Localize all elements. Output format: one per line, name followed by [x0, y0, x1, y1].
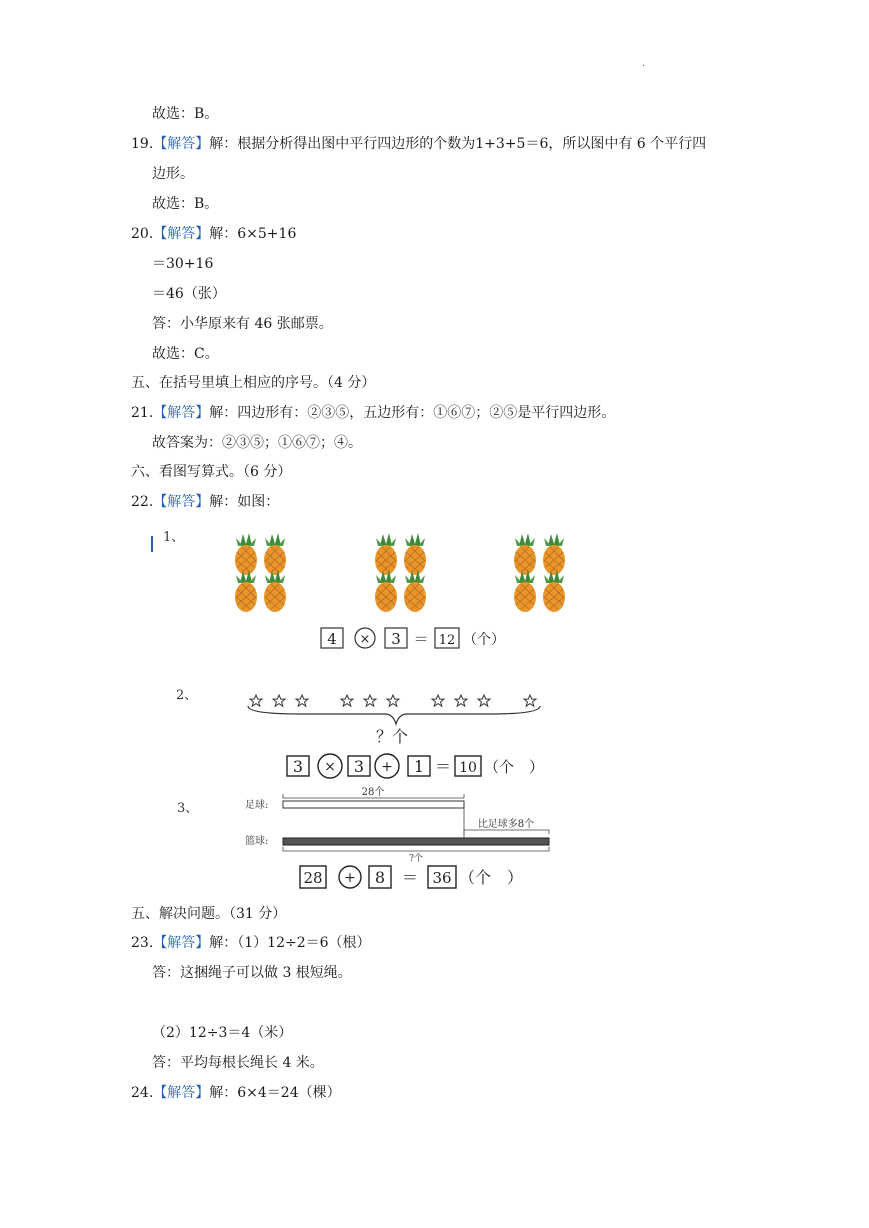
star-icon	[387, 695, 399, 706]
text-line: 答：平均每根长绳长 4 米。	[152, 1055, 324, 1071]
answer-tag: 【解答】	[153, 226, 210, 242]
pineapple-icon	[404, 570, 426, 612]
text-line: ＝30+16	[152, 256, 214, 272]
question-number: 21.	[131, 405, 154, 421]
pineapple-icon	[514, 570, 536, 612]
answer-tag: 【解答】	[153, 1085, 210, 1101]
pineapple-icon	[264, 570, 286, 612]
row2-label: 篮球:	[245, 836, 269, 847]
eq1-unit: （个）	[463, 632, 505, 648]
text-line: 边形。	[152, 166, 194, 182]
eq3-a: 28	[303, 869, 323, 887]
answer-20	[131, 224, 296, 244]
answer-figure	[0, 520, 869, 900]
text-line: 故选：B。	[152, 196, 219, 212]
eq1-a: 4	[327, 630, 337, 648]
pineapple-icon	[404, 533, 426, 575]
answer-tag: 【解答】	[153, 136, 210, 152]
text-line: 故选：C。	[152, 346, 219, 362]
eq3-result: 36	[432, 869, 452, 887]
answer-24	[131, 1083, 341, 1103]
eq1-result: 12	[438, 633, 456, 648]
page-marker: .	[642, 58, 646, 69]
eq3-equals: ＝	[401, 868, 419, 887]
text-line: 答：小华原来有 46 张邮票。	[152, 316, 333, 332]
bottom-bracket	[283, 847, 549, 851]
star-icon	[524, 695, 536, 706]
star-row	[250, 695, 536, 706]
star-icon	[273, 695, 285, 706]
equation-1	[321, 628, 505, 648]
star-icon	[478, 695, 490, 706]
figure-1-label: 1、	[163, 530, 185, 545]
pineapple-icon	[543, 533, 565, 575]
row1-label: 足球:	[245, 800, 269, 811]
pineapple-icon	[375, 533, 397, 575]
diff-bracket	[464, 830, 549, 834]
question-number: 20.	[131, 226, 154, 242]
star-icon	[341, 695, 353, 706]
text-line: 答：这捆绳子可以做 3 根短绳。	[152, 965, 352, 981]
answer-text: 解：6×5+16	[209, 226, 297, 242]
section-heading: 六、看图写算式。（6 分）	[131, 464, 292, 480]
eq3-op: +	[344, 870, 356, 886]
pineapple-icon	[235, 533, 257, 575]
answer-text: 解：6×4＝24（棵）	[209, 1085, 341, 1101]
figure-3-label: 3、	[177, 801, 199, 816]
brace	[248, 706, 540, 724]
basketball-bar	[283, 838, 549, 845]
pineapple-icon	[543, 570, 565, 612]
question-number: 19.	[131, 136, 154, 152]
eq1-op: ×	[359, 632, 371, 647]
football-bar	[283, 801, 464, 808]
eq3-unit: （个 ）	[459, 868, 524, 887]
star-icon	[364, 695, 376, 706]
pineapple-icon	[264, 533, 286, 575]
text-line: （2）12÷3＝4（米）	[152, 1025, 293, 1041]
eq3-b: 8	[374, 868, 386, 887]
equation-3	[300, 866, 523, 888]
pineapple-group-1	[235, 533, 286, 612]
answer-tag: 【解答】	[153, 935, 210, 951]
eq2-op1: ×	[324, 759, 336, 775]
eq2-equals: ＝	[434, 757, 452, 776]
pineapple-icon	[235, 570, 257, 612]
answer-text: 解：四边形有：②③⑤，五边形有：①⑥⑦；②⑤是平行四边形。	[209, 405, 616, 421]
fig2-question: ？个	[375, 727, 409, 746]
answer-23	[131, 933, 371, 953]
answer-tag: 【解答】	[153, 494, 210, 510]
eq2-b: 3	[353, 757, 365, 776]
star-icon	[250, 695, 262, 706]
section-heading: 五、在括号里填上相应的序号。（4 分）	[131, 375, 376, 391]
section-heading: 五、解决问题。（31 分）	[131, 906, 287, 922]
pineapple-icon	[514, 533, 536, 575]
top-value: 28个	[361, 787, 385, 798]
figure-2-label: 2、	[176, 688, 198, 703]
text-line: 故选：B。	[152, 106, 219, 122]
eq1-b: 3	[391, 630, 401, 648]
star-icon	[432, 695, 444, 706]
eq2-a: 3	[292, 757, 304, 776]
eq1-equals: ＝	[413, 630, 429, 648]
text-line: ＝46（张）	[152, 286, 226, 302]
answer-text: 解：（1）12÷2＝6（根）	[209, 935, 371, 951]
answer-text: 解：根据分析得出图中平行四边形的个数为1+3+5＝6，所以图中有 6 个平行四	[209, 136, 707, 152]
eq2-result: 10	[459, 760, 477, 776]
bottom-value: ?个	[409, 854, 423, 864]
eq2-unit: （个 ）	[484, 758, 545, 776]
star-icon	[296, 695, 308, 706]
answer-22	[131, 492, 279, 512]
answer-tag: 【解答】	[153, 405, 210, 421]
question-number: 24.	[131, 1085, 154, 1101]
equation-2	[287, 754, 544, 778]
answer-21	[131, 403, 615, 423]
pineapple-icon	[375, 570, 397, 612]
pineapple-group-2	[375, 533, 426, 612]
question-number: 22.	[131, 494, 154, 510]
answer-text: 解：如图：	[209, 494, 280, 510]
diff-label: 比足球多8个	[477, 819, 535, 830]
eq2-c: 1	[413, 757, 425, 776]
star-icon	[455, 695, 467, 706]
question-number: 23.	[131, 935, 154, 951]
answer-19	[131, 134, 706, 154]
text-line: 故答案为：②③⑤；①⑥⑦；④。	[152, 435, 362, 451]
pineapple-group-3	[514, 533, 565, 612]
eq2-op2: +	[381, 759, 393, 775]
